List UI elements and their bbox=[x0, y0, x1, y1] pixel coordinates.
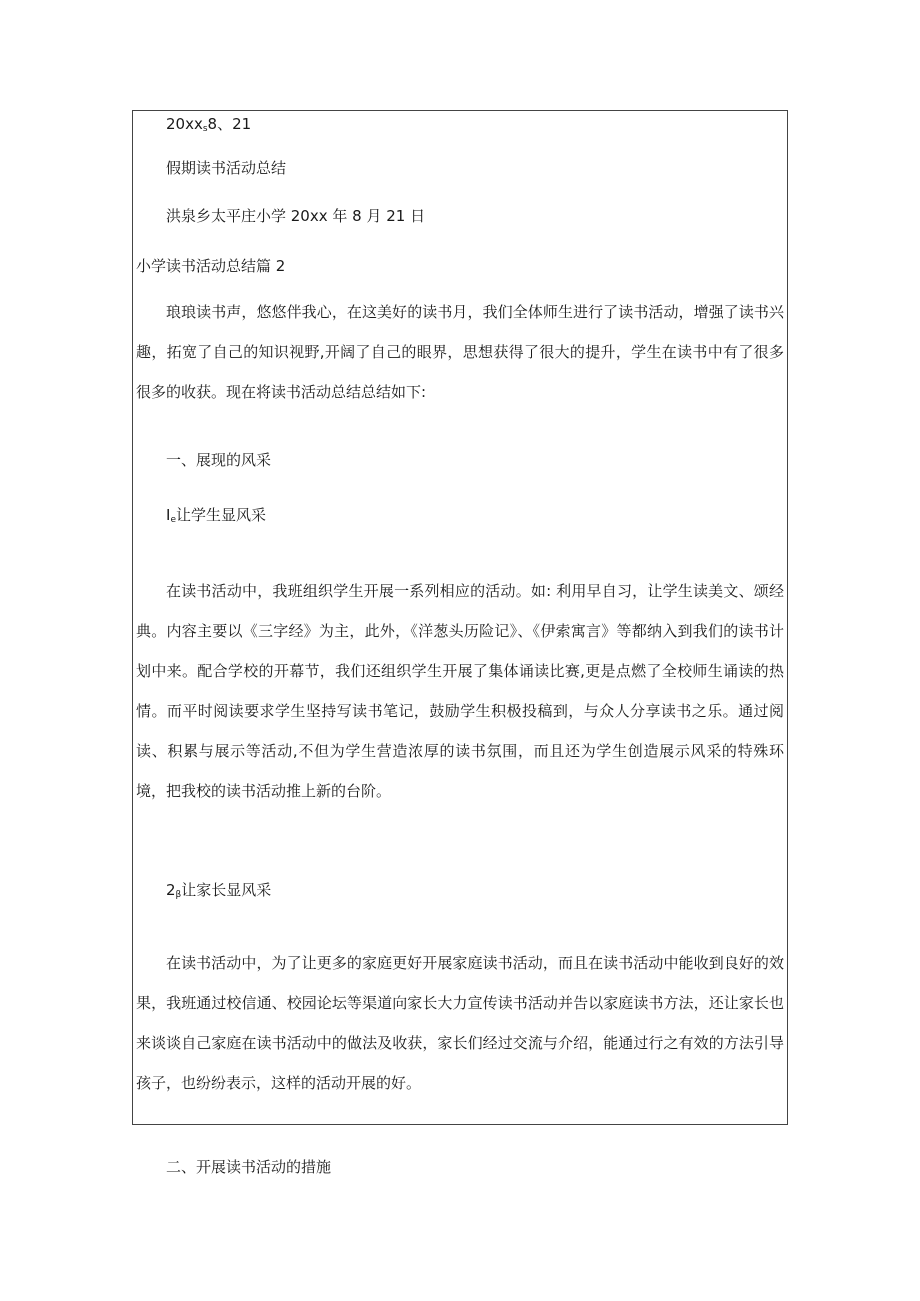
subheading-1-sub: e bbox=[170, 515, 176, 525]
subheading-1 bbox=[166, 505, 266, 530]
section-heading-2: 二、开展读书活动的措施 bbox=[166, 1158, 332, 1176]
date-prefix: 20xx bbox=[166, 115, 203, 133]
section-heading-1: 一、展现的风采 bbox=[166, 451, 272, 469]
subheading-1-num: I bbox=[166, 506, 171, 524]
subheading-2-num: 2 bbox=[166, 881, 176, 899]
paragraph-2: 在读书活动中，为了让更多的家庭更好开展家庭读书活动，而且在读书活动中能收到良好的效果，我班通过校信通、校园论坛等渠道向家长大力宣传读书活动并告以家庭读书方法，还让家长也来谈谈自己家庭在读书活动中的做法及收获，家长们经过交流与介绍，能通过行之有效的方法引导孩子，也纷纷表示，这样的活动开展的好。 bbox=[136, 954, 784, 1092]
paragraph-1: 在读书活动中，我班组织学生开展一系列相应的活动。如: 利用早自习，让学生读美文、颂经典。内容主要以《三字经》为主，此外，《洋葱头历险记》、《伊索寓言》等都纳入到我们的读书计划中来。配合学校的开幕节，我们还组织学生开展了集体诵读比赛,更是点燃了全校师生诵读的热情。而平时阅读要求学生坚持写读书笔记，鼓励学生积极投稿到，与众人分享读书之乐。通过阅读、积累与展示等活动,不但为学生营造浓厚的读书氛围，而且还为学生创造展示风采的特殊环境，把我校的读书活动推上新的台阶。 bbox=[136, 582, 784, 800]
intro-paragraph: 琅琅读书声，悠悠伴我心，在这美好的读书月，我们全体师生进行了读书活动，增强了读书兴趣，拓宽了自己的知识视野,开阔了自己的眼界，思想获得了很大的提升，学生在读书中有了很多很多的收获。现在将读书活动总结总结如下: bbox=[136, 303, 784, 401]
subheading-2 bbox=[166, 880, 271, 905]
subheading-2-text: 让家长显风采 bbox=[181, 881, 272, 899]
date-line bbox=[166, 114, 251, 139]
subheading-2-sub: β bbox=[175, 890, 182, 900]
date-rest: 8、21 bbox=[207, 115, 252, 133]
article-title: 小学读书活动总结篇 2 bbox=[136, 257, 286, 275]
signature-line: 洪泉乡太平庄小学 20xx 年 8 月 21 日 bbox=[166, 207, 426, 225]
doc-title: 假期读书活动总结 bbox=[166, 159, 287, 177]
date-subscript: s bbox=[202, 124, 208, 134]
subheading-1-text: 让学生显风采 bbox=[175, 506, 266, 524]
